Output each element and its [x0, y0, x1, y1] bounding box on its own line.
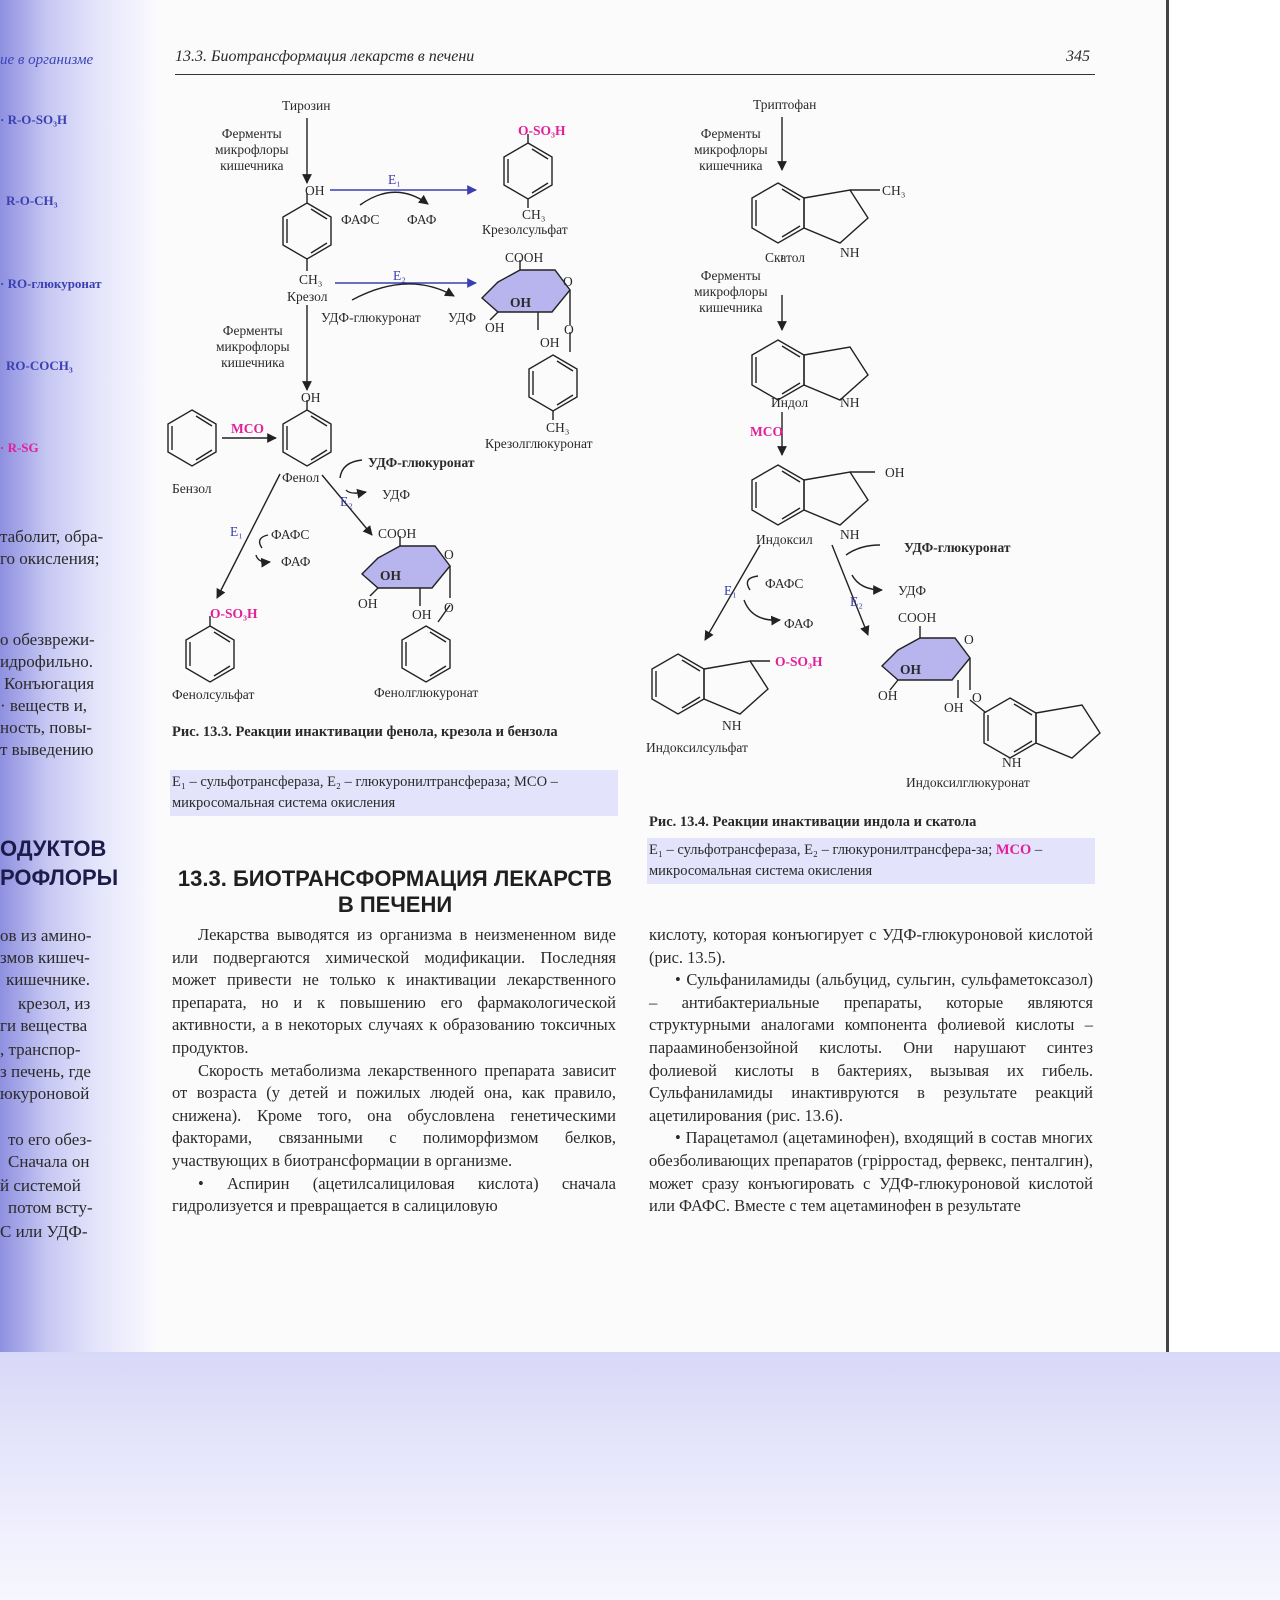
label-oh-ring-cresol: OH: [510, 295, 532, 310]
paragraph: • Парацетамол (ацетаминофен), входящий в состав многих обезболивающих препаратов (грippостад, фервекс, пенталгин), может сразу конъюгировать с УДФ-глюкуроновой кислотой или ФАФС. Вместе с тем ацетаминофен в результате: [649, 1128, 1093, 1216]
label-oso3h-top: O-SO₃H: [518, 123, 566, 138]
body-column-right: [649, 924, 1093, 1218]
left-fragment: ность, повы-: [0, 718, 92, 737]
label-oh-indoxyl: OH: [885, 465, 905, 480]
label-enzymes-c: Ферменты микрофлоры кишечника: [694, 126, 768, 173]
left-fragment: юкуроновой: [0, 1084, 90, 1103]
label-cooh-phenol: COOH: [378, 526, 417, 541]
label-faf-fig2: ФАФ: [784, 616, 814, 631]
label-benzene: Бензол: [172, 481, 212, 496]
left-fragment: ОДУКТОВ: [0, 836, 107, 861]
label-oh-ring-fig2: OH: [900, 662, 922, 677]
label-oh-ring-phenol-c: OH: [412, 607, 432, 622]
label-oh-ring-fig2-b: OH: [878, 688, 898, 703]
left-fragment: ие в организме: [0, 52, 94, 68]
label-udp-top: УДФ: [448, 310, 477, 325]
label-o-link-cresol: O: [564, 322, 574, 337]
paragraph: • Аспирин (ацетилсалициловая кислота) сначала гидролизуется и превращается в салициловую: [172, 1173, 616, 1216]
left-fragment: з печень, где: [0, 1062, 91, 1081]
label-enzymes-d: Ферменты микрофлоры кишечника: [694, 268, 768, 315]
label-e1-top: E₁: [388, 172, 401, 187]
label-faf-top: ФАФ: [407, 212, 437, 227]
label-e2-mid: E₂: [340, 494, 353, 509]
label-indole: Индол: [771, 395, 809, 410]
left-fragment: РОФЛОРЫ: [0, 865, 119, 890]
left-fragment: · RO-глюкуронат: [0, 276, 102, 291]
label-fafs-fig2: ФАФС: [765, 576, 804, 591]
label-faf-mid: ФАФ: [281, 554, 311, 569]
label-fafs-top: ФАФС: [341, 212, 380, 227]
label-oh-ring-cresol-b: OH: [485, 320, 505, 335]
paragraph: Лекарства выводятся из организма в неизмененном виде или подвергаются химической модификации. Последняя может привести не только к инактивации лекарственного препарата, но и к повышению его фармакологической активности, а в некоторых случаях к образованию токсичных продуктов.: [172, 925, 616, 1057]
label-udp-gluc-mid: УДФ-глюкуронат: [368, 455, 475, 470]
label-mso-fig2: МСО: [750, 424, 783, 439]
left-fragment: й системой: [0, 1176, 81, 1195]
label-nh-sulfate: NH: [722, 718, 742, 733]
label-e1-fig2: E₁: [724, 583, 737, 598]
label-nh-indole: NH: [840, 395, 860, 410]
label-oh-phenol: OH: [301, 390, 321, 405]
page-number: 345: [1066, 48, 1090, 65]
label-fafs-mid: ФАФС: [271, 527, 310, 542]
fig2-caption-title: Рис. 13.4. Реакции инактивации индола и скатола: [649, 814, 977, 830]
left-fragment: го окисления;: [0, 549, 100, 568]
label-cooh-fig2: COOH: [898, 610, 937, 625]
label-o-link-fig2: O: [972, 690, 982, 705]
label-o-ring-cresol: O: [563, 274, 573, 289]
label-enzymes-b: Ферменты микрофлоры кишечника: [216, 323, 290, 370]
left-fragment: · R-SG: [0, 440, 39, 455]
label-cresolglucuronate: Крезолглюкуронат: [485, 436, 593, 451]
label-ch3-sulfate: CH₃: [522, 207, 546, 222]
label-skatole: Скатол: [765, 250, 806, 265]
label-nh-gluc: NH: [1002, 755, 1022, 770]
left-fragment: · R-O-SO₃H: [0, 112, 68, 127]
label-phenolglucuronate: Фенолглюкуронат: [374, 685, 479, 700]
label-ch3-cresol: CH₃: [299, 272, 323, 287]
left-fragment: кишечнике.: [6, 970, 90, 989]
left-fragment: потом всту-: [8, 1198, 93, 1217]
label-phenolsulfate: Фенолсульфат: [172, 687, 255, 702]
left-fragment: · веществ и,: [0, 696, 88, 715]
label-oh-ring-phenol: OH: [380, 568, 402, 583]
label-nh-skatole: NH: [840, 245, 860, 260]
fig1-caption-legend: E₁ – сульфотрансфераза, E₂ – глюкуронилтрансфераза; МСО – микросомальная система окисления: [170, 770, 618, 816]
label-o-ring-fig2: O: [964, 632, 974, 647]
label-indoxylsulfate: Индоксилсульфат: [646, 740, 748, 755]
label-oso3h-mid: O-SO₃H: [210, 606, 258, 621]
left-fragment: т выведению: [0, 740, 94, 759]
left-fragment: , транспор-: [0, 1040, 81, 1059]
left-fragment: то его обез-: [8, 1130, 92, 1149]
paragraph: • Сульфаниламиды (альбуцид, сульгин, сульфаметоксазол) – антибактериальные препараты, которые являются структурными аналогами компонента фолиевой кислоты – парааминобензойной кислоты. Они нарушают синтез фолиевой кислоты в бактериях, вызывая их гибель. Сульфаниламиды инактивруются в результате реакций ацетилирования (рис. 13.6).: [649, 970, 1093, 1125]
label-cresol: Крезол: [287, 289, 328, 304]
left-fragment: о обезврежи-: [0, 630, 95, 649]
left-fragment: идрофильно.: [0, 652, 93, 671]
label-indoxylglucuronate: Индоксилглюкуронат: [906, 775, 1030, 790]
label-ch3-gluc: CH₃: [546, 420, 570, 435]
label-udp-gluc-top: УДФ-глюкуронат: [321, 310, 421, 325]
label-oh-ring-fig2-c: OH: [944, 700, 964, 715]
label-mso-fig1: МСО: [231, 421, 264, 436]
label-o-ring-phenol: O: [444, 547, 454, 562]
label-nh-indoxyl: NH: [840, 527, 860, 542]
label-udp-fig2: УДФ: [898, 583, 927, 598]
left-fragment: Сначала он: [8, 1152, 90, 1171]
label-udp-gluc-fig2: УДФ-глюкуронат: [904, 540, 1011, 555]
label-enzymes-a: Ферменты микрофлоры кишечника: [215, 126, 289, 173]
label-tyrosine: Тирозин: [282, 98, 331, 113]
body-column-left: [172, 924, 616, 1218]
label-o-link-phenol: O: [444, 600, 454, 615]
fig1-caption-title: Рис. 13.3. Реакции инактивации фенола, крезола и бензола: [172, 724, 558, 740]
label-oh-ring-phenol-b: OH: [358, 596, 378, 611]
label-cooh-cresol: COOH: [505, 250, 544, 265]
paragraph: Скорость метаболизма лекарственного препарата зависит от возраста (у детей и пожилых людей она, как правило, снижена). Кроме того, она обусловлена генетическими факторами, связанными с полиморфизмом белков, участвующих в биотрансформации в организме.: [172, 1060, 616, 1170]
label-ch3-skatole: CH₃: [882, 183, 906, 198]
left-fragment: R-O-CH₃: [6, 193, 58, 208]
left-fragment: Конъюгация: [4, 674, 95, 693]
left-fragment: С или УДФ-: [0, 1222, 88, 1241]
label-tryptophan: Триптофан: [753, 97, 817, 112]
label-cresolsulfate: Крезолсульфат: [482, 222, 568, 237]
left-fragment: ги вещества: [0, 1016, 88, 1035]
label-indoxyl: Индоксил: [756, 532, 813, 547]
label-e2-top: E₂: [393, 268, 406, 283]
paragraph: кислоту, которая конъюгирует с УДФ-глюкуроновой кислотой (рис. 13.5).: [649, 925, 1093, 967]
label-udp-mid: УДФ: [382, 487, 411, 502]
left-fragment: крезол, из: [18, 994, 91, 1013]
label-e1-mid: E₁: [230, 524, 243, 539]
running-head: 13.3. Биотрансформация лекарств в печени: [175, 48, 475, 65]
section-title: 13.3. БИОТРАНСФОРМАЦИЯ ЛЕКАРСТВ В ПЕЧЕНИ: [177, 866, 613, 918]
label-oh-ring-cresol-c: OH: [540, 335, 560, 350]
left-fragment: RO-COCH₃: [6, 358, 73, 373]
left-fragment: таболит, обра-: [0, 527, 104, 546]
label-oh-cresol: OH: [305, 183, 325, 198]
label-phenol: Фенол: [282, 470, 320, 485]
label-oso3h-fig2: O-SO₃H: [775, 654, 823, 669]
left-fragment: ов из амино-: [0, 926, 92, 945]
left-fragment: змов кишеч-: [0, 948, 90, 967]
label-e2-fig2: E₂: [850, 594, 863, 609]
fig2-caption-legend: E₁ – сульфотрансфераза, E₂ – глюкуронилтрансфера-за; МСО – микросомальная система окисления: [647, 838, 1095, 884]
